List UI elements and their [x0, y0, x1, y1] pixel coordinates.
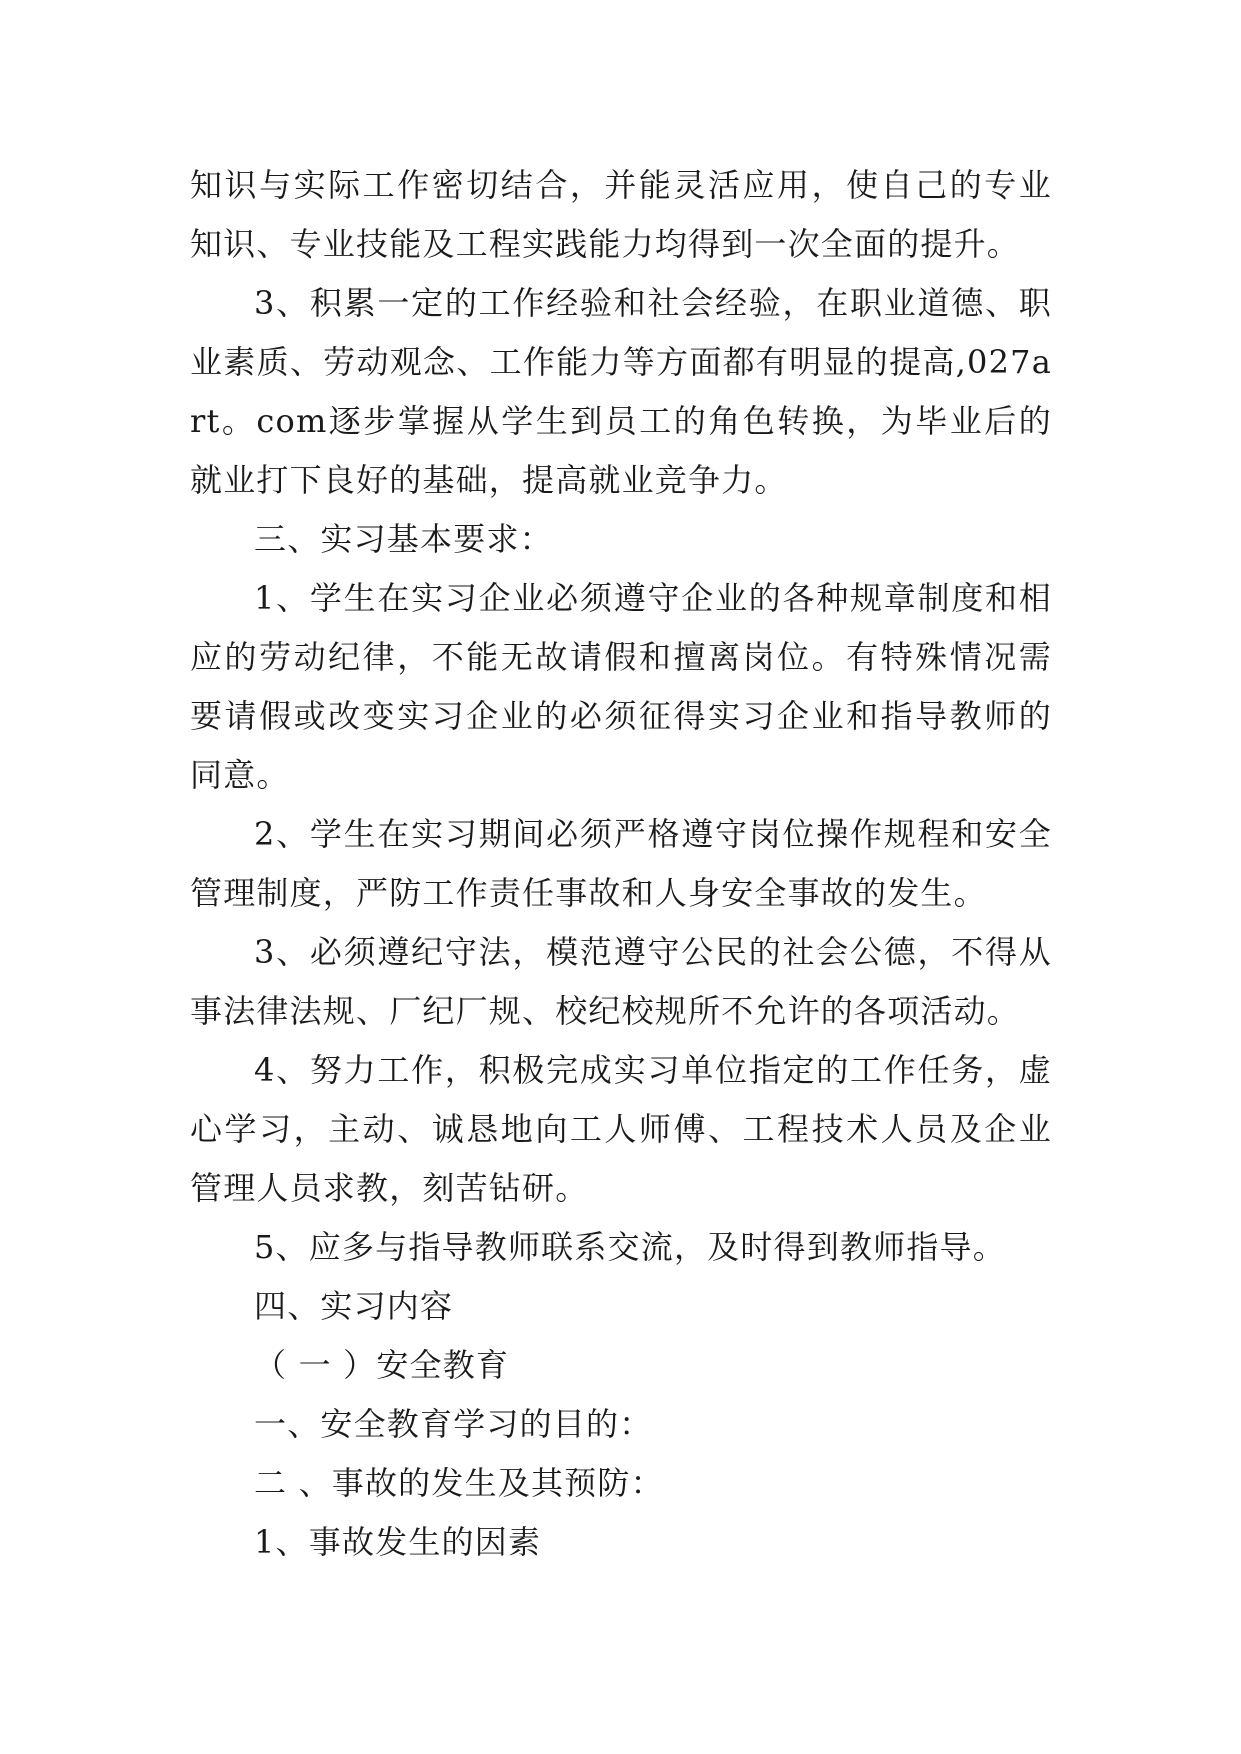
paragraph-item-3-experience: 3、积累一定的工作经验和社会经验，在职业道德、职业素质、劳动观念、工作能力等方面都有明显的提高,027art。com逐步掌握从学生到员工的角色转换，为毕业后的就业打下良好的基础，提高就业竞争力。: [190, 284, 1052, 499]
subsection-heading-safety: （ 一 ）安全教育: [254, 1346, 510, 1384]
paragraph-requirement-3: 3、必须遵纪守法，模范遵守公民的社会公德，不得从事法律法规、厂纪厂规、校纪校规所不允许的各项活动。: [190, 933, 1052, 1030]
paragraph-requirement-4: 4、努力工作，积极完成实习单位指定的工作任务，虚心学习，主动、诚恳地向工人师傅、工程技术人员及企业管理人员求教，刻苦钻研。: [190, 1051, 1052, 1207]
paragraph-requirement-1: 1、学生在实习企业必须遵守企业的各种规章制度和相应的劳动纪律，不能无故请假和擅离岗位。有特殊情况需要请假或改变实习企业的必须征得实习企业和指导教师的同意。: [190, 579, 1052, 794]
paragraph-continuation: 知识与实际工作密切结合，并能灵活应用，使自己的专业知识、专业技能及工程实践能力均得到一次全面的提升。: [190, 166, 1052, 263]
subheading-accident-factors: 1、事故发生的因素: [254, 1523, 542, 1561]
subheading-safety-purpose: 一、安全教育学习的目的：: [254, 1405, 653, 1443]
paragraph-requirement-2: 2、学生在实习期间必须严格遵守岗位操作规程和安全管理制度，严防工作责任事故和人身安全事故的发生。: [190, 815, 1052, 912]
subheading-accident-prevention: 二 、事故的发生及其预防：: [254, 1464, 664, 1502]
section-heading-content: 四、实习内容: [254, 1287, 454, 1325]
paragraph-requirement-5: 5、应多与指导教师联系交流，及时得到教师指导。: [254, 1228, 1006, 1266]
section-heading-requirements: 三、实习基本要求：: [254, 520, 553, 558]
document-body: [190, 156, 1052, 1572]
